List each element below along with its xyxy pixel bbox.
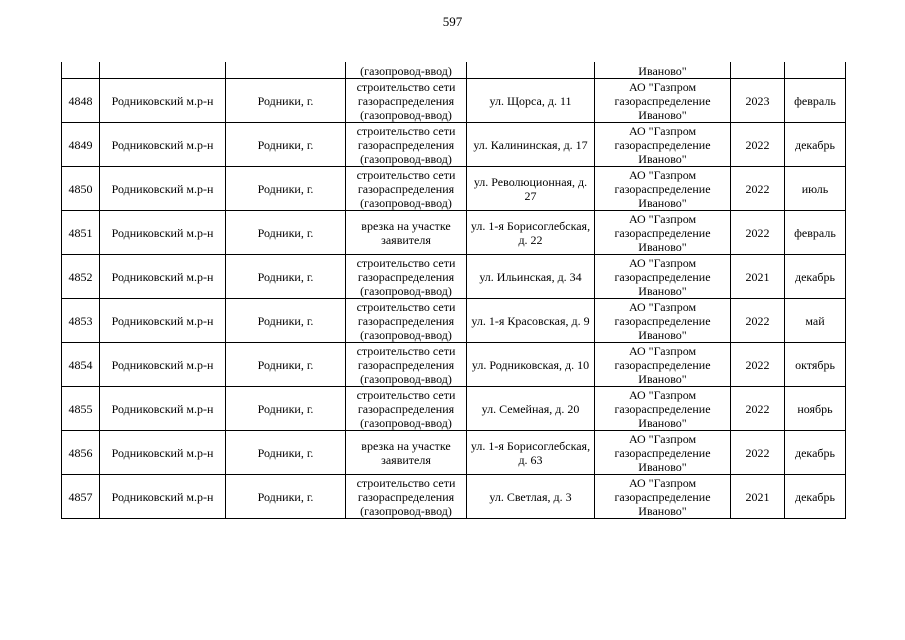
cell-month: декабрь [785,431,846,475]
cell-address: ул. Калининская, д. 17 [467,123,595,167]
cell-work: строительство сети газораспределения (газопровод-ввод) [346,387,467,431]
cell-district: Родниковский м.р-н [100,475,226,519]
cell-address: ул. 1-я Красовская, д. 9 [467,299,595,343]
cell-organization: АО "Газпром газораспределение Иваново" [595,431,731,475]
cell-address: ул. Светлая, д. 3 [467,475,595,519]
cell-num: 4848 [62,79,100,123]
cell-organization: Иваново" [595,62,731,79]
cell-organization: АО "Газпром газораспределение Иваново" [595,255,731,299]
page-number: 597 [442,14,463,29]
cell-num: 4855 [62,387,100,431]
cell-year: 2022 [731,123,785,167]
cell-locality: Родники, г. [226,299,346,343]
cell-locality: Родники, г. [226,387,346,431]
cell-address: ул. Семейная, д. 20 [467,387,595,431]
cell-address [467,62,595,79]
table-row [62,79,846,123]
cell-num: 4854 [62,343,100,387]
cell-year: 2022 [731,299,785,343]
cell-num: 4849 [62,123,100,167]
table-row [62,299,846,343]
cell-month [785,62,846,79]
cell-num: 4852 [62,255,100,299]
cell-locality: Родники, г. [226,255,346,299]
cell-locality: Родники, г. [226,123,346,167]
cell-address: ул. Революционная, д. 27 [467,167,595,211]
cell-locality [226,62,346,79]
cell-work: врезка на участке заявителя [346,431,467,475]
cell-year: 2022 [731,167,785,211]
table-row [62,387,846,431]
cell-month: февраль [785,211,846,255]
cell-month: июль [785,167,846,211]
cell-work: строительство сети газораспределения (газопровод-ввод) [346,343,467,387]
cell-district: Родниковский м.р-н [100,123,226,167]
cell-district: Родниковский м.р-н [100,299,226,343]
cell-organization: АО "Газпром газораспределение Иваново" [595,387,731,431]
table-row [62,343,846,387]
cell-year: 2023 [731,79,785,123]
table-row [62,431,846,475]
cell-organization: АО "Газпром газораспределение Иваново" [595,79,731,123]
cell-address: ул. Ильинская, д. 34 [467,255,595,299]
cell-work: строительство сети газораспределения (газопровод-ввод) [346,79,467,123]
cell-num: 4857 [62,475,100,519]
cell-work: строительство сети газораспределения (газопровод-ввод) [346,167,467,211]
cell-num [62,62,100,79]
cell-address: ул. Щорса, д. 11 [467,79,595,123]
cell-locality: Родники, г. [226,431,346,475]
table-row [62,475,846,519]
cell-work: строительство сети газораспределения (газопровод-ввод) [346,123,467,167]
cell-num: 4853 [62,299,100,343]
cell-work: строительство сети газораспределения (газопровод-ввод) [346,299,467,343]
cell-address: ул. 1-я Борисоглебская, д. 63 [467,431,595,475]
cell-year: 2022 [731,343,785,387]
cell-address: ул. Родниковская, д. 10 [467,343,595,387]
cell-year: 2022 [731,431,785,475]
cell-month: декабрь [785,475,846,519]
cell-month: октябрь [785,343,846,387]
table-row [62,211,846,255]
cell-month: февраль [785,79,846,123]
cell-num: 4856 [62,431,100,475]
cell-district: Родниковский м.р-н [100,211,226,255]
table-row [62,123,846,167]
cell-year: 2021 [731,255,785,299]
cell-locality: Родники, г. [226,79,346,123]
cell-district: Родниковский м.р-н [100,167,226,211]
cell-organization: АО "Газпром газораспределение Иваново" [595,123,731,167]
cell-work: строительство сети газораспределения (газопровод-ввод) [346,475,467,519]
cell-organization: АО "Газпром газораспределение Иваново" [595,475,731,519]
cell-address: ул. 1-я Борисоглебская, д. 22 [467,211,595,255]
table-row [62,255,846,299]
cell-organization: АО "Газпром газораспределение Иваново" [595,343,731,387]
cell-year: 2022 [731,387,785,431]
cell-work: (газопровод-ввод) [346,62,467,79]
cell-year [731,62,785,79]
cell-locality: Родники, г. [226,167,346,211]
cell-work: строительство сети газораспределения (газопровод-ввод) [346,255,467,299]
cell-num: 4851 [62,211,100,255]
cell-year: 2021 [731,475,785,519]
cell-locality: Родники, г. [226,211,346,255]
cell-district: Родниковский м.р-н [100,255,226,299]
cell-organization: АО "Газпром газораспределение Иваново" [595,299,731,343]
cell-month: ноябрь [785,387,846,431]
table-row [62,167,846,211]
continuation-row [62,62,846,79]
cell-work: врезка на участке заявителя [346,211,467,255]
cell-district: Родниковский м.р-н [100,387,226,431]
cell-num: 4850 [62,167,100,211]
cell-district: Родниковский м.р-н [100,79,226,123]
cell-locality: Родники, г. [226,343,346,387]
cell-month: декабрь [785,255,846,299]
gasification-schedule-table [61,62,846,519]
cell-organization: АО "Газпром газораспределение Иваново" [595,167,731,211]
cell-month: май [785,299,846,343]
cell-year: 2022 [731,211,785,255]
cell-district: Родниковский м.р-н [100,343,226,387]
cell-district: Родниковский м.р-н [100,431,226,475]
cell-district [100,62,226,79]
cell-month: декабрь [785,123,846,167]
cell-locality: Родники, г. [226,475,346,519]
cell-organization: АО "Газпром газораспределение Иваново" [595,211,731,255]
